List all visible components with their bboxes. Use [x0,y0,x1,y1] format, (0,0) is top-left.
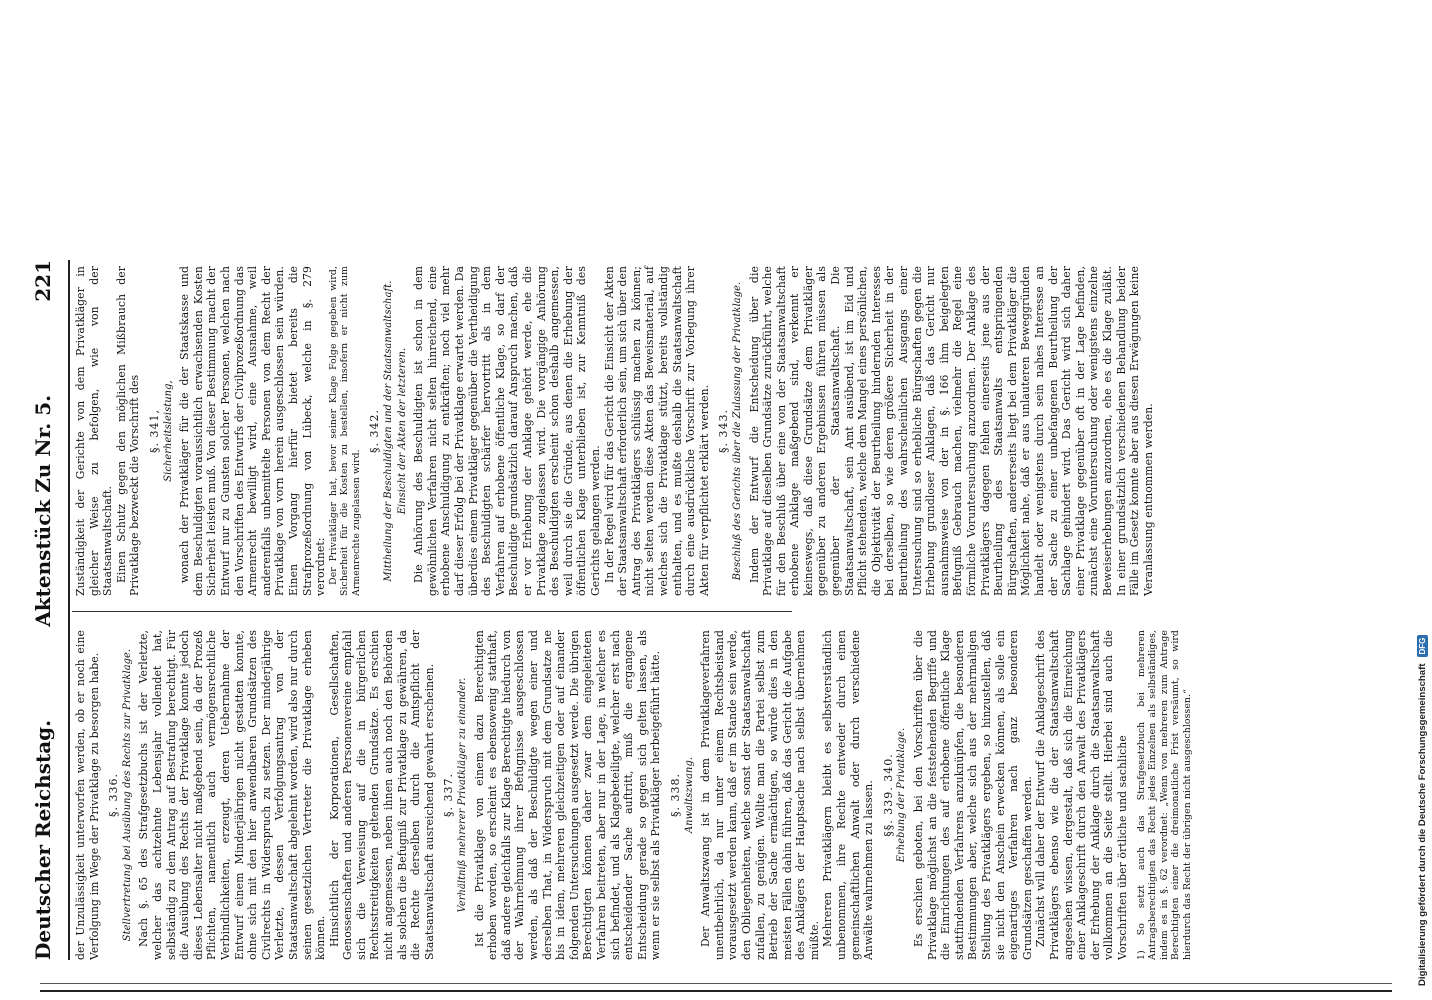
binding-line [40,990,1392,992]
section-subtitle: Mittheilung der Beschuldigten und der Staatsanwaltschaft. Einsicht der Akten der letzteren. [383,280,408,582]
section-subtitle: Anwaltszwang. [683,756,695,834]
credit-text: Digitalisierung gefördert durch die Deutsche Forschungsgemeinschaft [1416,663,1428,986]
paragraph: Nach §. 65 des Strafgesetzbuchs ist der Verletzte, welcher das achtzehnte Lebensjahr vollendet hat, selbständig zu dem Antrag auf Bestrafung berechtigt. Für die Ausübung des Rechts der Privatklage konnte jedoch dieses Lebensalter nicht maßgebend sein, da der Prozeß Pflichten, namentlich auch vermögensrechtliche Verbindlichkeiten, erzeugt, deren Uebernahme der Entwurf einem Minderjährigen nicht gestatten konnte, ohne sich mit den hier anwendbaren Grundsätzen des Civilrechts in Widerspruch zu setzen. Der minderjährige Verletzte, dessen Verfolgungsantrag von der Staatsanwaltschaft abgelehnt worden, wird also nur durch seinen gesetzlichen Vertreter die Privatklage erheben können. [137,630,328,960]
paragraph: In der Regel wird für das Gericht die Einsicht der Akten der Staatsanwaltschaft erforderlich sein, um sich über den Antrag des Privatklägers schlüssig machen zu können; nicht selten werden diese Akten das Beweismaterial, auf welches sich die Privatklage stützt, bereits vollständig enthalten, und es mußte deshalb die Staatsanwaltschaft durch eine ausdrückliche Vorschrift zur Vorlegung ihrer Akten für verpflichtet erklärt werden. [602,266,711,596]
section-subtitle: Stellvertretung bei Ausübung des Rechts zur Privatklage. [121,648,133,942]
paragraph: der Unzulässigkeit unterworfen werden, ob er noch eine Verfolgung im Wege der Privatklage zu besorgen habe. [74,630,101,960]
section-subtitle: Beschluß des Gerichts über die Zulassung der Privatklage. [731,281,743,581]
binding-line-inner [40,983,1392,984]
right-column [74,266,1155,596]
header-rule [68,260,70,960]
paragraph: Es erschien geboten, bei den Vorschriften über die Privatklage möglichst an die feststehenden Begriffe und die Einrichtungen des auf erhobene öffentliche Klage stattfindenden Verfahrens anzuknüpfen, die besonderen Bestimmungen aber, welche sich aus der mehrmaligen Stellung des Privatklägers ergeben, so hinzustellen, daß sie nicht den Anschein erwecken können, als solle ein eigenartiges Verfahren nach ganz besonderen Grundsätzen geschaffen werden. [912,630,1034,960]
paragraph: Indem der Entwurf die Entscheidung über die Privatklage auf dieselben Grundsätze zurückführt, welche für den Beschluß über eine von der Staatsanwaltschaft erhobene Anklage maßgebend sind, verkennt er keineswegs, daß diese Grundsätze dem Privatkläger gegenüber zu anderen Ergebnissen führen müssen als gegenüber der Staatsanwaltschaft. Die Staatsanwaltschaft, sein Amt ausübend, ist im Eid und Pflicht stehenden, welche dem Mangel eines persönlichen, die Objektivität der Beurtheilung hindernden Interesses bei derselben, so wie deren größere Sicherheit in der Beurtheilung des wahrscheinlichen Ausgangs einer Untersuchung sind so erhebliche Bürgschaften gegen die Erhebung grundloser Anklagen, daß das Gericht nur ausnahmsweise von der in §. 166 ihm beigelegten Befugniß Gebrauch machen, vielmehr die Regel eine förmliche Voruntersuchung anzuordnen. Der Anklage des Privatklägers dagegen fehlen einerseits jene aus der Beurtheilung des Staatsanwalts entspringenden Bürgschaften, andererseits liegt bei dem Privatkläger die Möglichkeit nahe, daß er aus unlauteren Beweggründen handelt oder wenigstens durch sein nahes Interesse an der Sache zu einer unbefangenen Beurtheilung der Sachlage gehindert wird. Das Gericht wird sich daher einer Privatklage gegenüber oft in der Lage befinden, zunächst eine Voruntersuchung oder wenigstens einzelne Beweiserhebungen anzuordnen, ehe es die Klage zuläßt. In einer grundsätzlich verschiedenen Behandlung beider Fälle im Gesetz konnte aber aus diesen Erwägungen keine Veranlassung entnommen werden. [747,266,1155,596]
column-divider [72,611,792,612]
block-quote: Der Privatkläger hat, bevor seiner Klage Folge gegeben wird, Sicherheit für die Kosten zu bestellen, insofern er nicht zum Armenrechte zugelassen wird. [327,266,362,596]
footnote: 1) So setzt auch das Strafgesetzbuch bei mehreren Antragsberechtigten das Recht jedes Einzelnen als selbständiges, indem es in §. 62 verordnet: „Wenn von mehreren zum Antrage Berechtigten einer die dreimonatliche Frist versäumt, so wird hierdurch das Recht der übrigen nicht ausgeschlossen.“ [1135,630,1193,960]
section-subtitle: Erhebung der Privatklage. [896,727,908,863]
section-title: §. 342. [368,409,382,453]
paragraph: Zunächst will daher der Entwurf die Anklageschrift des Privatklägers ebenso wie die der Staatsanwaltschaft angesehen wissen, dergestalt, daß sich die Einreichung einer Anklageschrift durch den Anwalt des Privatklägers der Erhebung der Anklage durch die Staatsanwaltschaft vollkommen an die Seite stellt. Hierbei sind auch die Vorschriften über örtliche und sachliche [1034,630,1129,960]
paragraph: Die Anhörung des Beschuldigten ist schon in dem gewöhnlichen Verfahren nicht selten hinreichend, eine erhobene Anschuldigung zu entkräften; noch viel mehr darf dieser Erfolg bei der Privatklage erwartet werden. Da überdies einem Privatkläger gegenüber die Vertheidigung des Beschuldigten schärfer hervortritt als in dem Verfahren auf erhobene öffentliche Klage, so darf der Beschuldigte grundsätzlich darauf Anspruch machen, daß er vor Erhebung der Anklage gehört werde, ehe die Privatklage zugelassen wird. Die vorgängige Anhörung des Beschuldigten erscheint schon deshalb angemessen, weil durch sie die Gründe, aus denen die Erhebung der öffentlichen Klage unterblieben ist, zur Kenntniß des Gerichts gelangen werden. [412,266,602,596]
section-title: §§. 339. 340. [881,753,895,837]
header-center: Aktenstück Zu Nr. 5. [31,394,55,627]
page-header [24,260,62,960]
paragraph: wonach der Privatkläger für die der Staatskasse und dem Beschuldigten voraussichtlich erwachsenden Kosten Sicherheit leisten muß. Von dieser Bestimmung macht der Entwurf nur zu Gunsten solcher Personen, welchen nach den Vorschriften des Entwurfs der Civilprozeßordnung das Armenrecht bewilligt wird, eine Ausnahme, weil anderenfalls unbemittelte Personen von dem Recht der Privatklage von vorn herein ausgeschlossen sein würden. Einen Vorgang hierfür bietet bereits die Strafprozeßordnung von Lübeck, welche in §. 279 verordnet: [178,266,328,596]
paragraph: Ist die Privatklage von einem dazu Berechtigten erhoben worden, so erscheint es ebensowenig statthaft, daß andere gleichfalls zur Klage Berechtigte hiedurch von der Wahrnehmung ihrer Befugnisse ausgeschlossen werden, als daß der Beschuldigte wegen einer und derselben That, in Widerspruch mit dem Grundsatze ne bis in idem, mehreren gleichzeitigen oder auf einander folgenden Untersuchungen ausgesetzt werde. Die übrigen Berechtigten können daher zwar dem eingeleiteten Verfahren beitreten, aber nur in der Lage, in welcher es sich befindet, und als Klagebeteiligte, welcher erst nach entscheidender Sache auftritt, muß die ergangene Entscheidung gerade so gegen sich gelten lassen, als wenn er sie selbst als Privatkläger herbeigeführt hätte. [472,630,663,960]
section-subtitle: Verhältniß mehrerer Privatkläger zu einander. [457,677,469,913]
paragraph: Hinsichtlich der Korporationen, Gesellschaften, Genossenschaften und anderen Personenvereine empfahl sich die Verweisung auf die in bürgerlichen Rechtsstreitigkeiten geltenden Grundsätze. Es erschien nicht angemessen, neben ihnen auch noch den Behörden als solchen die Befugniß zur Privatklage zu gewähren, da die Rechte derselben durch die Amtspflicht der Staatsanwaltschaft ausreichend gewahrt erscheinen. [327,630,436,960]
header-left: Deutscher Reichstag. [31,719,55,960]
paragraph: Der Anwaltszwang ist in dem Privatklageverfahren unentbehrlich, da nur unter einem Rechtsbeistand vorausgesetzt werden kann, daß er im Stande sein werde, den Obliegenheiten, welche sonst der Staatsanwaltschaft zufallen, zu genügen. Wollte man die Partei selbst zum Betrieb der Sache ermächtigen, so würde dies in den meisten Fällen dahin führen, daß das Gericht die Aufgabe des Anklägers der Hauptsache nach selbst übernehmen müßte. [699,630,821,960]
section-title: §. 343. [717,409,731,453]
section-title: §. 338. [668,773,682,817]
section-title: §. 336. [107,773,121,817]
section-title: §. 337. [442,773,456,817]
binding-edge [0,970,1432,998]
page-number: 221 [31,260,55,302]
paragraph: Einen Schutz gegen den möglichen Mißbrauch der Privatklage bezweckt die Vorschrift des [114,266,142,596]
paragraph: Mehreren Privatklägern bleibt es selbstverständlich unbenommen, ihre Rechte entweder durch einen gemeinschaftlichen Anwalt oder durch verschiedene Anwälte wahrnehmen zu lassen. [821,630,876,960]
digitization-credit [1415,6,1429,986]
section-title: §. 341, [147,409,161,453]
section-subtitle: Sicherheitsleistung, [162,380,174,482]
left-column [74,630,1203,960]
paragraph: Zuständigkeit der Gerichte von dem Privatkläger in gleicher Weise zu befolgen, wie von der Staatsanwaltschaft. [74,266,115,596]
dfg-logo: DFG [1417,635,1428,658]
